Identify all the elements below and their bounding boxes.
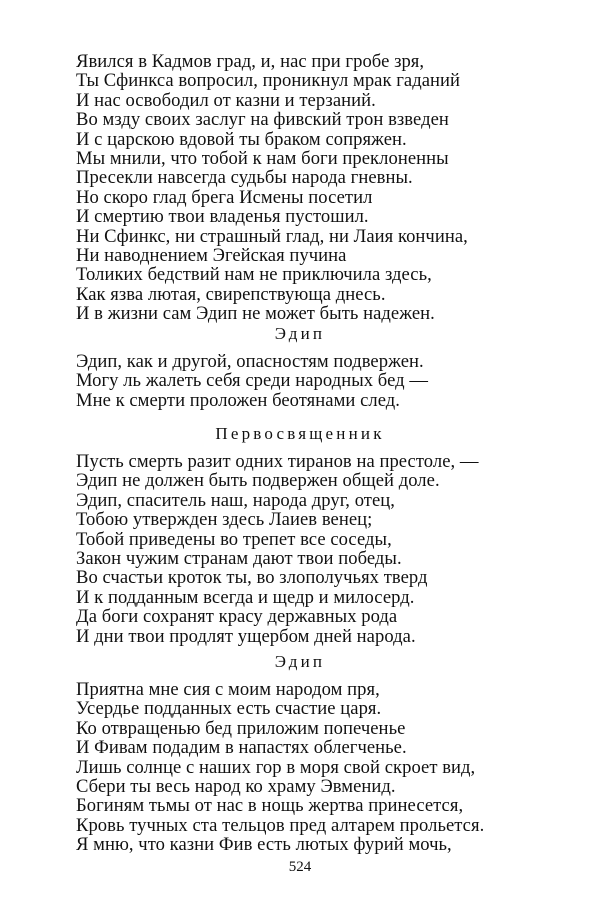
- verse-line: Как язва лютая, свирепствующа днесь.: [76, 283, 386, 305]
- speaker-name: Эдип: [274, 324, 326, 343]
- speaker-name: Первосвященник: [215, 424, 385, 443]
- verse-line: Во счастьи кроток ты, во злополучьях тверд: [76, 567, 428, 589]
- verse-line: И смертию твои владенья пустошил.: [76, 206, 369, 228]
- verse-line: Ни наводнением Эгейская пучина: [76, 244, 347, 266]
- verse-line: Сбери ты весь народ ко храму Эвменид.: [76, 775, 396, 797]
- verse-line: Во мзду своих заслуг на фивский трон взведен: [76, 109, 449, 131]
- verse-line: Я мню, что казни Фив есть лютых фурий мочь,: [76, 834, 452, 856]
- verse-line: Усердье подданных есть счастие царя.: [76, 698, 382, 720]
- verse-line: Ты Сфинкса вопросил, проникнул мрак гаданий: [76, 70, 461, 92]
- verse-line: Эдип, спаситель наш, народа друг, отец,: [76, 489, 395, 511]
- verse-line: И дни твои продлят ущербом дней народа.: [76, 625, 416, 647]
- verse-line: Ко отвращенью бед приложим попеченье: [76, 717, 406, 739]
- page-number: 524: [288, 859, 312, 875]
- verse-line: Закон чужим странам дают твои победы.: [76, 547, 402, 569]
- verse-line: Мне к смерти проложен беотянами след.: [76, 389, 400, 411]
- verse-line: Кровь тучных ста тельцов пред алтарем прольется.: [76, 814, 485, 836]
- verse-line: И к подданным всегда и щедр и милосерд.: [76, 586, 415, 608]
- verse-line: Мы мнили, что тобой к нам боги преклоненны: [76, 147, 449, 169]
- verse-line: Тобою утвержден здесь Лаиев венец;: [76, 509, 373, 531]
- verse-line: И Фивам подадим в напастях облегченье.: [76, 737, 407, 759]
- verse-line: Лишь солнце с наших гор в моря свой скроет вид,: [76, 756, 476, 778]
- verse-line: Богиням тьмы от нас в нощь жертва принесется,: [76, 795, 464, 817]
- verse-line: И с царскою вдовой ты браком сопряжен.: [76, 128, 407, 150]
- verse-block-high-priest: [76, 452, 536, 646]
- speaker-name: Эдип: [274, 652, 326, 671]
- verse-block-oedipus-2: [76, 680, 536, 855]
- verse-line: Явился в Кадмов град, и, нас при гробе зря,: [76, 51, 425, 72]
- verse-block-continuation: [76, 52, 536, 323]
- verse-line: Пусть смерть разит одних тиранов на престоле, —: [76, 451, 479, 472]
- verse-line: Толиких бедствий нам не приключила здесь,: [76, 264, 432, 286]
- verse-line: Да боги сохранят красу державных рода: [76, 606, 398, 628]
- verse-line: И в жизни сам Эдип не может быть надежен.: [76, 303, 435, 325]
- verse-block-oedipus: [76, 352, 536, 410]
- verse-line: Тобой приведены во трепет все соседы,: [76, 528, 392, 550]
- verse-line: Эдип не должен быть подвержен общей доле.: [76, 470, 440, 492]
- verse-line: Ни Сфинкс, ни страшный глад, ни Лаия кончина,: [76, 225, 468, 247]
- verse-line: Эдип, как и другой, опасностям подвержен.: [76, 351, 424, 372]
- verse-line: Пресекли навсегда судьбы народа гневны.: [76, 167, 413, 189]
- verse-line: И нас освободил от казни и терзаний.: [76, 89, 376, 111]
- verse-line: Но скоро глад брега Исмены посетил: [76, 186, 373, 208]
- verse-line: Могу ль жалеть себя среди народных бед —: [76, 370, 428, 392]
- verse-line: Приятна мне сия с моим народом пря,: [76, 679, 380, 700]
